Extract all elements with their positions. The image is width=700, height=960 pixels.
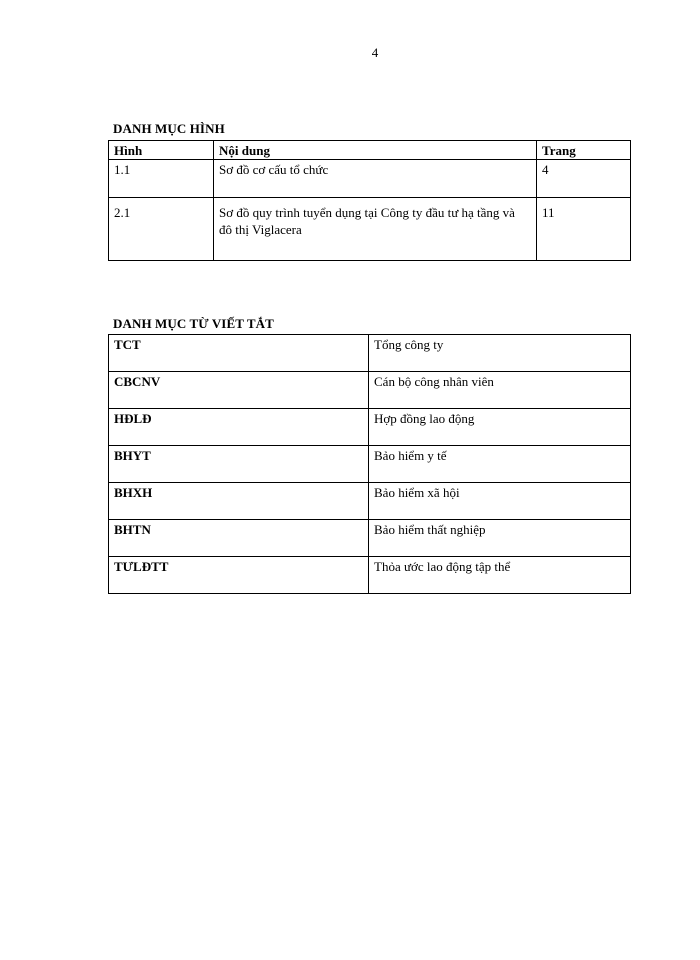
figure-id: 1.1 (109, 160, 214, 198)
figure-page: 4 (537, 160, 631, 198)
figure-content: Sơ đồ cơ cấu tổ chức (214, 160, 537, 198)
figure-id: 2.1 (109, 198, 214, 261)
table-row (109, 160, 631, 198)
abbreviation-meaning: Tổng công ty (369, 335, 631, 372)
abbreviation-meaning: Bảo hiểm y tế (369, 446, 631, 483)
table-row (109, 198, 631, 261)
abbreviation-meaning: Cán bộ công nhân viên (369, 372, 631, 409)
header-content: Nội dung (214, 141, 537, 160)
abbreviation: CBCNV (109, 372, 369, 409)
figure-content: Sơ đồ quy trình tuyển dụng tại Công ty đầu tư hạ tầng và đô thị Viglacera (214, 198, 537, 261)
abbreviation-meaning: Bảo hiểm thất nghiệp (369, 520, 631, 557)
table-row (109, 446, 631, 483)
abbreviation: BHYT (109, 446, 369, 483)
abbreviation: BHXH (109, 483, 369, 520)
table-header-row (109, 141, 631, 160)
figures-list-title: DANH MỤC HÌNH (113, 121, 225, 136)
abbreviation: BHTN (109, 520, 369, 557)
page-number: 4 (371, 45, 379, 60)
figure-page: 11 (537, 198, 631, 261)
table-row (109, 520, 631, 557)
abbreviation: TCT (109, 335, 369, 372)
abbreviations-table (108, 334, 631, 594)
table-row (109, 409, 631, 446)
abbreviation-meaning: Hợp đồng lao động (369, 409, 631, 446)
abbreviation-meaning: Bảo hiểm xã hội (369, 483, 631, 520)
table-row (109, 335, 631, 372)
table-row (109, 372, 631, 409)
header-figure: Hình (109, 141, 214, 160)
abbreviation: TƯLĐTT (109, 557, 369, 594)
abbreviation-meaning: Thỏa ước lao động tập thể (369, 557, 631, 594)
header-page: Trang (537, 141, 631, 160)
figures-table (108, 140, 631, 261)
abbreviations-list-title: DANH MỤC TỪ VIẾT TẮT (113, 316, 274, 331)
table-row (109, 483, 631, 520)
abbreviation: HĐLĐ (109, 409, 369, 446)
table-row (109, 557, 631, 594)
